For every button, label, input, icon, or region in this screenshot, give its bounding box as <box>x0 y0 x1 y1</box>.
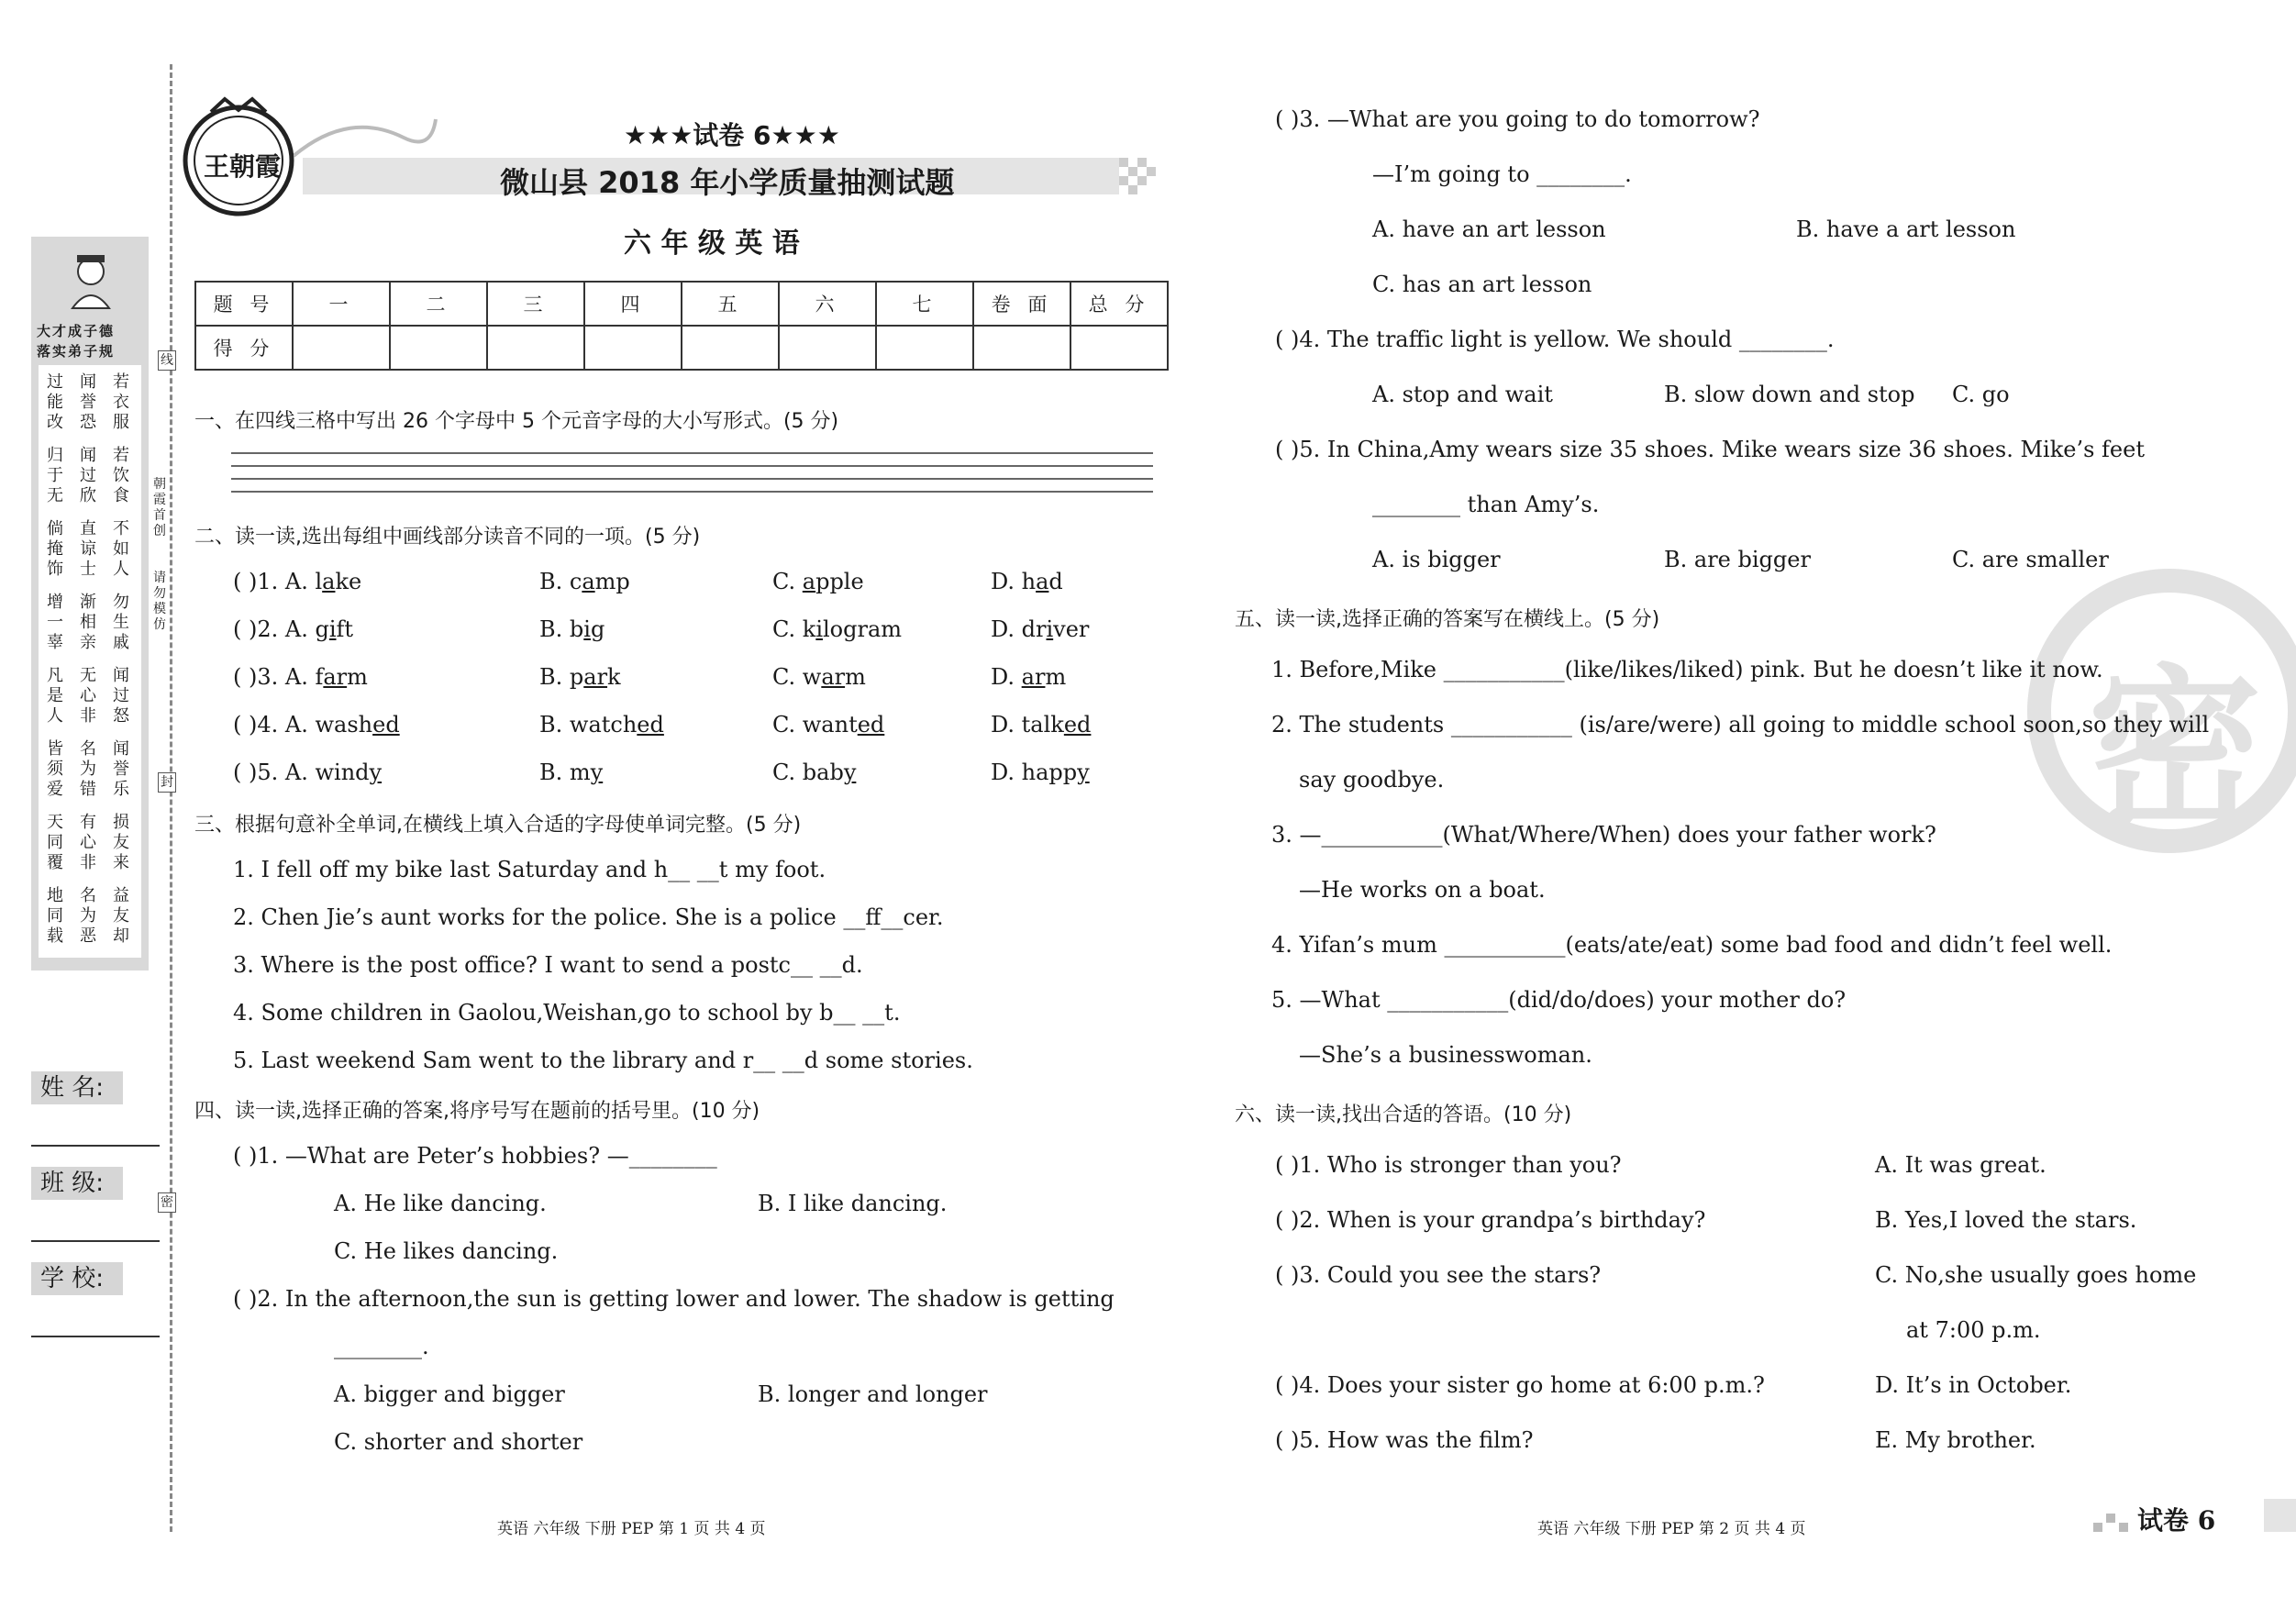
score-header-cell: 一 <box>293 282 390 326</box>
mc-option: C. has an art lesson <box>1372 272 1592 297</box>
motto-col: 闻誉恐 <box>80 372 96 432</box>
motto-col: 倘掩饰 <box>47 519 63 579</box>
score-cell[interactable] <box>584 326 682 370</box>
binding-note-2: 请勿模仿 <box>153 571 166 632</box>
fill-item-3[interactable]: 3. —___________(What/Where/When) does your father work? <box>1271 822 1936 848</box>
option-c <box>772 760 856 785</box>
score-cell[interactable] <box>876 326 973 370</box>
mc-option: B. longer and longer <box>758 1381 988 1407</box>
item-number: ( )3. A. f <box>233 664 324 690</box>
seal-text: 密 <box>2088 648 2263 852</box>
option-a-post: m <box>347 664 368 690</box>
option-c-post: logram <box>823 616 903 642</box>
option-d-underline: ed <box>1063 712 1092 738</box>
option-d-pre: D. happ <box>991 760 1078 785</box>
motto-col: 益友却 <box>113 886 129 946</box>
mc-question-2[interactable]: ( )2. In the afternoon,the sun is getting lower and lower. The shadow is getting <box>233 1286 1115 1312</box>
mc-question-4[interactable]: ( )4. The traffic light is yellow. We should ________. <box>1275 327 1835 352</box>
option-b-post: k <box>607 664 621 690</box>
mc-option: B. are bigger <box>1664 547 1811 572</box>
option-b <box>539 569 630 594</box>
motto-col: 渐相亲 <box>80 593 96 652</box>
option-d-pre: D. h <box>991 569 1037 594</box>
option-d-post: ver <box>1053 616 1090 642</box>
match-answer: D. It’s in October. <box>1875 1372 2072 1398</box>
option-a-underline: i <box>328 616 337 642</box>
footer-left: 英语 六年级 下册 PEP 第 1 页 共 4 页 <box>497 1520 766 1538</box>
fill-item-5-answer: —She’s a businesswoman. <box>1299 1042 1592 1068</box>
section-5-title: 五、读一读,选择正确的答案写在横线上。(5 分) <box>1235 608 1660 631</box>
name-field[interactable] <box>31 1145 160 1147</box>
motto-col: 损友来 <box>113 813 129 872</box>
mc-question-5-cont: ________ than Amy’s. <box>1372 492 1600 517</box>
option-b-pre: B. watch <box>539 712 638 738</box>
match-answer: B. Yes,I loved the stars. <box>1875 1207 2137 1233</box>
option-d-pre: D. dr <box>991 616 1047 642</box>
score-header-cell: 总 分 <box>1070 282 1168 326</box>
motto-col: 闻誉乐 <box>113 739 129 799</box>
phonics-item <box>233 569 361 594</box>
section-3-title: 三、根据句意补全单词,在横线上填入合适的字母使单词完整。(5 分) <box>194 814 802 837</box>
match-answer-cont: at 7:00 p.m. <box>1906 1317 2041 1343</box>
score-row-label: 得 分 <box>195 326 293 370</box>
school-field[interactable] <box>31 1336 160 1337</box>
option-d <box>991 616 1089 642</box>
option-d-underline: ar <box>1021 664 1046 690</box>
motto-grid <box>39 365 141 958</box>
match-answer: A. It was great. <box>1875 1152 2046 1178</box>
motto-col: 直谅士 <box>80 519 96 579</box>
phonics-item <box>233 760 382 785</box>
binding-note-1: 朝霞首创 <box>153 477 166 538</box>
class-label: 班 级: <box>31 1167 123 1200</box>
section-4-title: 四、读一读,选择正确的答案,将序号写在题前的括号里。(10 分) <box>194 1100 760 1123</box>
motto-banner-1: 大才成子德 <box>37 323 116 339</box>
paper-tag: 试卷 6 <box>2137 1505 2216 1536</box>
checker-icon <box>1119 158 1156 194</box>
name-label: 姓 名: <box>31 1071 123 1104</box>
option-b <box>539 664 621 690</box>
score-cell[interactable] <box>682 326 779 370</box>
option-c-pre: C. w <box>772 664 822 690</box>
motto-col: 过能改 <box>47 372 63 432</box>
option-a-post: ft <box>336 616 354 642</box>
match-question[interactable]: ( )4. Does your sister go home at 6:00 p.m.? <box>1275 1372 1765 1398</box>
mc-option: A. is bigger <box>1372 547 1501 572</box>
item-number: ( )5. A. wind <box>233 760 370 785</box>
match-question[interactable]: ( )1. Who is stronger than you? <box>1275 1152 1622 1178</box>
score-header-cell: 四 <box>584 282 682 326</box>
option-b-post: g <box>590 616 605 642</box>
mc-option: B. I like dancing. <box>758 1191 948 1216</box>
motto-col: 不如人 <box>113 519 129 579</box>
motto-col: 闻过怒 <box>113 666 129 726</box>
option-b-underline: i <box>583 616 591 642</box>
option-c-pre: C. k <box>772 616 816 642</box>
fill-item-4[interactable]: 4. Yifan’s mum ___________(eats/ate/eat) some bad food and didn’t feel well. <box>1271 932 2113 958</box>
spelling-item[interactable]: 3. Where is the post office? I want to send a postc__ __d. <box>233 952 863 978</box>
binding-dashed-line <box>170 64 172 1532</box>
binding-mark-seal: 封 <box>158 772 176 793</box>
score-header-cell: 五 <box>682 282 779 326</box>
match-question[interactable]: ( )3. Could you see the stars? <box>1275 1262 1602 1288</box>
motto-col: 若衣服 <box>113 372 129 432</box>
option-b-underline: ar <box>583 664 608 690</box>
mc-question-1[interactable]: ( )1. —What are Peter’s hobbies? —________ <box>233 1143 717 1169</box>
option-d-underline: i <box>1046 616 1054 642</box>
option-c <box>772 712 884 738</box>
score-cell[interactable] <box>973 326 1070 370</box>
mc-option: C. He likes dancing. <box>334 1238 559 1264</box>
score-header-cell: 六 <box>779 282 876 326</box>
phonics-item <box>233 712 400 738</box>
option-a-underline: a <box>322 569 336 594</box>
paper-tag-band <box>2264 1499 2296 1532</box>
option-d-pre: D. talk <box>991 712 1064 738</box>
logo-text: 王朝霞 <box>204 151 282 182</box>
option-a-post: ke <box>335 569 362 594</box>
spelling-item[interactable]: 2. Chen Jie’s aunt works for the police. She is a police __ff__cer. <box>233 904 944 930</box>
mc-option: A. bigger and bigger <box>334 1381 565 1407</box>
option-b <box>539 760 603 785</box>
option-c-pre: C. bab <box>772 760 844 785</box>
score-header-cell: 七 <box>876 282 973 326</box>
motto-col: 有心非 <box>80 813 96 872</box>
option-d-underline: y <box>1077 760 1090 785</box>
option-c-underline: ed <box>857 712 885 738</box>
motto-col: 名为错 <box>80 739 96 799</box>
spelling-item[interactable]: 1. I fell off my bike last Saturday and h__ __t my foot. <box>233 857 826 882</box>
motto-panel <box>31 237 149 970</box>
footer-right: 英语 六年级 下册 PEP 第 2 页 共 4 页 <box>1537 1520 1806 1538</box>
mc-option: A. stop and wait <box>1372 382 1553 407</box>
option-a-underline: ar <box>323 664 348 690</box>
option-d-post: d <box>1048 569 1063 594</box>
mc-option: C. are smaller <box>1952 547 2109 572</box>
class-field[interactable] <box>31 1240 160 1242</box>
option-b-pre: B. b <box>539 616 584 642</box>
score-header-cell: 卷 面 <box>973 282 1070 326</box>
motto-col: 名为恶 <box>80 886 96 946</box>
option-d <box>991 664 1066 690</box>
school-label: 学 校: <box>31 1262 123 1295</box>
exam-subtitle: 六 年 级 英 语 <box>624 227 800 260</box>
score-cell[interactable] <box>779 326 876 370</box>
motto-col: 若饮食 <box>113 446 129 505</box>
option-c <box>772 616 902 642</box>
mc-question-5[interactable]: ( )5. In China,Amy wears size 35 shoes. Mike wears size 36 shoes. Mike’s feet <box>1275 437 2145 462</box>
item-number: ( )1. A. <box>233 569 316 594</box>
option-c <box>772 569 864 594</box>
option-c-post: pple <box>815 569 864 594</box>
option-b-underline: y <box>590 760 604 785</box>
option-d-pre: D. <box>991 664 1022 690</box>
option-b-underline: a <box>582 569 595 594</box>
option-c-post: m <box>845 664 866 690</box>
motto-col: 天同覆 <box>47 813 63 872</box>
binding-mark-secret: 密 <box>158 1192 176 1213</box>
fill-item-3-answer: —He works on a boat. <box>1299 877 1546 903</box>
fill-item-2-cont: say goodbye. <box>1299 767 1445 793</box>
option-d <box>991 569 1063 594</box>
score-cell[interactable] <box>487 326 584 370</box>
mc-question-2-cont: ________. <box>334 1334 429 1359</box>
option-c-underline: ar <box>821 664 846 690</box>
option-b <box>539 712 664 738</box>
phonics-item <box>233 664 368 690</box>
option-b-pre: B. m <box>539 760 591 785</box>
motto-col: 地同载 <box>47 886 63 946</box>
option-c-underline: y <box>843 760 857 785</box>
motto-col: 归于无 <box>47 446 63 505</box>
score-header-cell: 二 <box>390 282 487 326</box>
score-cell[interactable] <box>1070 326 1168 370</box>
option-b-pre: B. p <box>539 664 584 690</box>
phonics-item <box>233 616 353 642</box>
score-cell[interactable] <box>293 326 390 370</box>
option-b-underline: ed <box>637 712 664 738</box>
scholar-figure-icon <box>59 246 123 310</box>
mc-option: C. shorter and shorter <box>334 1429 583 1455</box>
item-number: ( )4. A. wash <box>233 712 373 738</box>
option-b <box>539 616 605 642</box>
option-a-underline: ed <box>372 712 400 738</box>
section-6-title: 六、读一读,找出合适的答语。(10 分) <box>1235 1103 1572 1126</box>
binding-mark-line: 线 <box>158 350 176 371</box>
mc-option: A. He like dancing. <box>334 1191 547 1216</box>
motto-col: 无心非 <box>80 666 96 726</box>
option-b-pre: B. c <box>539 569 582 594</box>
motto-col: 勿生戚 <box>113 593 129 652</box>
score-header-cell: 三 <box>487 282 584 326</box>
option-c <box>772 664 866 690</box>
option-a-pre: l <box>315 569 323 594</box>
motto-col: 皆须爱 <box>47 739 63 799</box>
four-line-grid[interactable] <box>231 451 1153 497</box>
option-d-post: m <box>1045 664 1067 690</box>
option-d <box>991 712 1091 738</box>
option-b-post: mp <box>594 569 630 594</box>
option-a-underline: y <box>369 760 383 785</box>
mc-option: B. slow down and stop <box>1664 382 1915 407</box>
motto-col: 凡是人 <box>47 666 63 726</box>
motto-banner-2: 落实弟子规 <box>37 343 116 360</box>
spelling-item[interactable]: 5. Last weekend Sam went to the library and r__ __d some stories. <box>233 1048 973 1073</box>
option-c-underline: a <box>802 569 816 594</box>
motto-col: 增一辜 <box>47 593 63 652</box>
mc-question-3[interactable]: ( )3. —What are you going to do tomorrow? <box>1275 106 1760 132</box>
option-d-underline: a <box>1036 569 1049 594</box>
item-number: ( )2. A. g <box>233 616 329 642</box>
option-d <box>991 760 1090 785</box>
mc-option: A. have an art lesson <box>1372 216 1606 242</box>
score-header-cell: 题 号 <box>195 282 293 326</box>
corner-checker-icon <box>2093 1506 2130 1534</box>
exam-title: 微山县 2018 年小学质量抽测试题 <box>500 165 955 200</box>
section-1-title: 一、在四线三格中写出 26 个字母中 5 个元音字母的大小写形式。(5 分) <box>194 410 839 433</box>
option-c-underline: i <box>815 616 823 642</box>
fill-item-1[interactable]: 1. Before,Mike ___________(like/likes/liked) pink. But he doesn’t like it now. <box>1271 657 2103 682</box>
score-cell[interactable] <box>390 326 487 370</box>
mc-question-3-cont: —I’m going to ________. <box>1372 161 1632 187</box>
spelling-item[interactable]: 4. Some children in Gaolou,Weishan,go to school by b__ __t. <box>233 1000 901 1026</box>
motto-col: 闻过欣 <box>80 446 96 505</box>
match-question[interactable]: ( )2. When is your grandpa’s birthday? <box>1275 1207 1706 1233</box>
match-answer: C. No,she usually goes home <box>1875 1262 2197 1288</box>
section-2-title: 二、读一读,选出每组中画线部分读音不同的一项。(5 分) <box>194 526 701 549</box>
mc-option: B. have a art lesson <box>1796 216 2016 242</box>
fill-item-2[interactable]: 2. The students ___________ (is/are/were) all going to middle school soon,so they will <box>1271 712 2210 738</box>
paper-number: ★★★试卷 6★★★ <box>624 120 840 150</box>
score-table <box>194 281 1169 371</box>
fill-item-5[interactable]: 5. —What ___________(did/do/does) your mother do? <box>1271 987 1847 1013</box>
match-question[interactable]: ( )5. How was the film? <box>1275 1427 1534 1453</box>
option-c-pre: C. want <box>772 712 858 738</box>
option-c-pre: C. <box>772 569 803 594</box>
mc-option: C. go <box>1952 382 2010 407</box>
match-answer: E. My brother. <box>1875 1427 2036 1453</box>
seal-watermark <box>2027 569 2296 853</box>
